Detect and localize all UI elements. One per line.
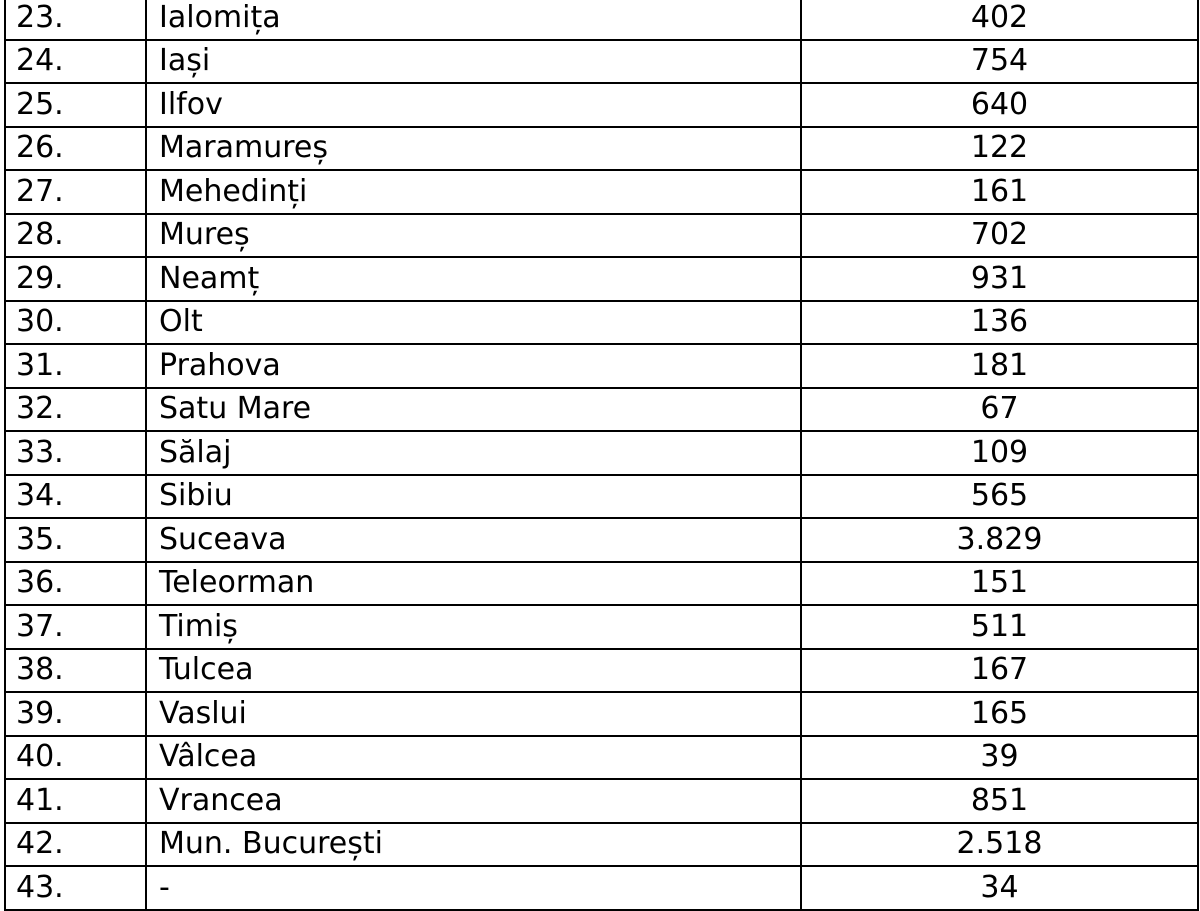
county-name: Tulcea [146, 649, 801, 693]
table-row [5, 649, 1198, 693]
county-name: Timiș [146, 605, 801, 649]
table-row [5, 605, 1198, 649]
county-name: Vrancea [146, 779, 801, 823]
table-row [5, 692, 1198, 736]
table-row [5, 823, 1198, 867]
table-row [5, 214, 1198, 258]
county-name: Olt [146, 301, 801, 345]
county-value: 136 [801, 301, 1198, 345]
county-name: Sibiu [146, 475, 801, 519]
table-row [5, 257, 1198, 301]
county-name: Suceava [146, 518, 801, 562]
row-number: 41. [5, 779, 146, 823]
county-name: Prahova [146, 344, 801, 388]
county-value: 2.518 [801, 823, 1198, 867]
row-number: 32. [5, 388, 146, 432]
row-number: 29. [5, 257, 146, 301]
table-row [5, 40, 1198, 84]
county-value: 3.829 [801, 518, 1198, 562]
county-value: 161 [801, 170, 1198, 214]
county-value: 165 [801, 692, 1198, 736]
county-table [4, 0, 1199, 911]
county-name: Ilfov [146, 83, 801, 127]
row-number: 40. [5, 736, 146, 780]
county-value: 167 [801, 649, 1198, 693]
row-number: 23. [5, 0, 146, 40]
table-row [5, 83, 1198, 127]
table-row [5, 344, 1198, 388]
row-number: 31. [5, 344, 146, 388]
table-row [5, 518, 1198, 562]
county-name: Mun. București [146, 823, 801, 867]
county-value: 181 [801, 344, 1198, 388]
county-value: 151 [801, 562, 1198, 606]
table-row [5, 170, 1198, 214]
table-row [5, 301, 1198, 345]
row-number: 42. [5, 823, 146, 867]
county-value: 34 [801, 866, 1198, 910]
row-number: 24. [5, 40, 146, 84]
table-row [5, 127, 1198, 171]
row-number: 30. [5, 301, 146, 345]
table-row [5, 736, 1198, 780]
row-number: 26. [5, 127, 146, 171]
county-name: Ialomița [146, 0, 801, 40]
table-row [5, 562, 1198, 606]
county-name: - [146, 866, 801, 910]
county-value: 931 [801, 257, 1198, 301]
row-number: 34. [5, 475, 146, 519]
row-number: 28. [5, 214, 146, 258]
county-name: Vaslui [146, 692, 801, 736]
county-name: Maramureș [146, 127, 801, 171]
county-value: 39 [801, 736, 1198, 780]
county-value: 67 [801, 388, 1198, 432]
county-name: Mehedinți [146, 170, 801, 214]
county-value: 702 [801, 214, 1198, 258]
county-name: Neamț [146, 257, 801, 301]
table-row [5, 431, 1198, 475]
county-name: Mureș [146, 214, 801, 258]
county-name: Teleorman [146, 562, 801, 606]
table-body [5, 0, 1198, 910]
table-row [5, 779, 1198, 823]
row-number: 27. [5, 170, 146, 214]
row-number: 43. [5, 866, 146, 910]
county-value: 402 [801, 0, 1198, 40]
table-row [5, 388, 1198, 432]
county-name: Iași [146, 40, 801, 84]
row-number: 37. [5, 605, 146, 649]
row-number: 35. [5, 518, 146, 562]
row-number: 38. [5, 649, 146, 693]
county-value: 851 [801, 779, 1198, 823]
county-name: Sălaj [146, 431, 801, 475]
table-row [5, 0, 1198, 40]
county-value: 511 [801, 605, 1198, 649]
county-name: Satu Mare [146, 388, 801, 432]
county-value: 754 [801, 40, 1198, 84]
county-value: 122 [801, 127, 1198, 171]
table-row [5, 475, 1198, 519]
county-value: 109 [801, 431, 1198, 475]
county-name: Vâlcea [146, 736, 801, 780]
row-number: 36. [5, 562, 146, 606]
row-number: 39. [5, 692, 146, 736]
county-value: 640 [801, 83, 1198, 127]
row-number: 33. [5, 431, 146, 475]
row-number: 25. [5, 83, 146, 127]
table-row [5, 866, 1198, 910]
county-value: 565 [801, 475, 1198, 519]
